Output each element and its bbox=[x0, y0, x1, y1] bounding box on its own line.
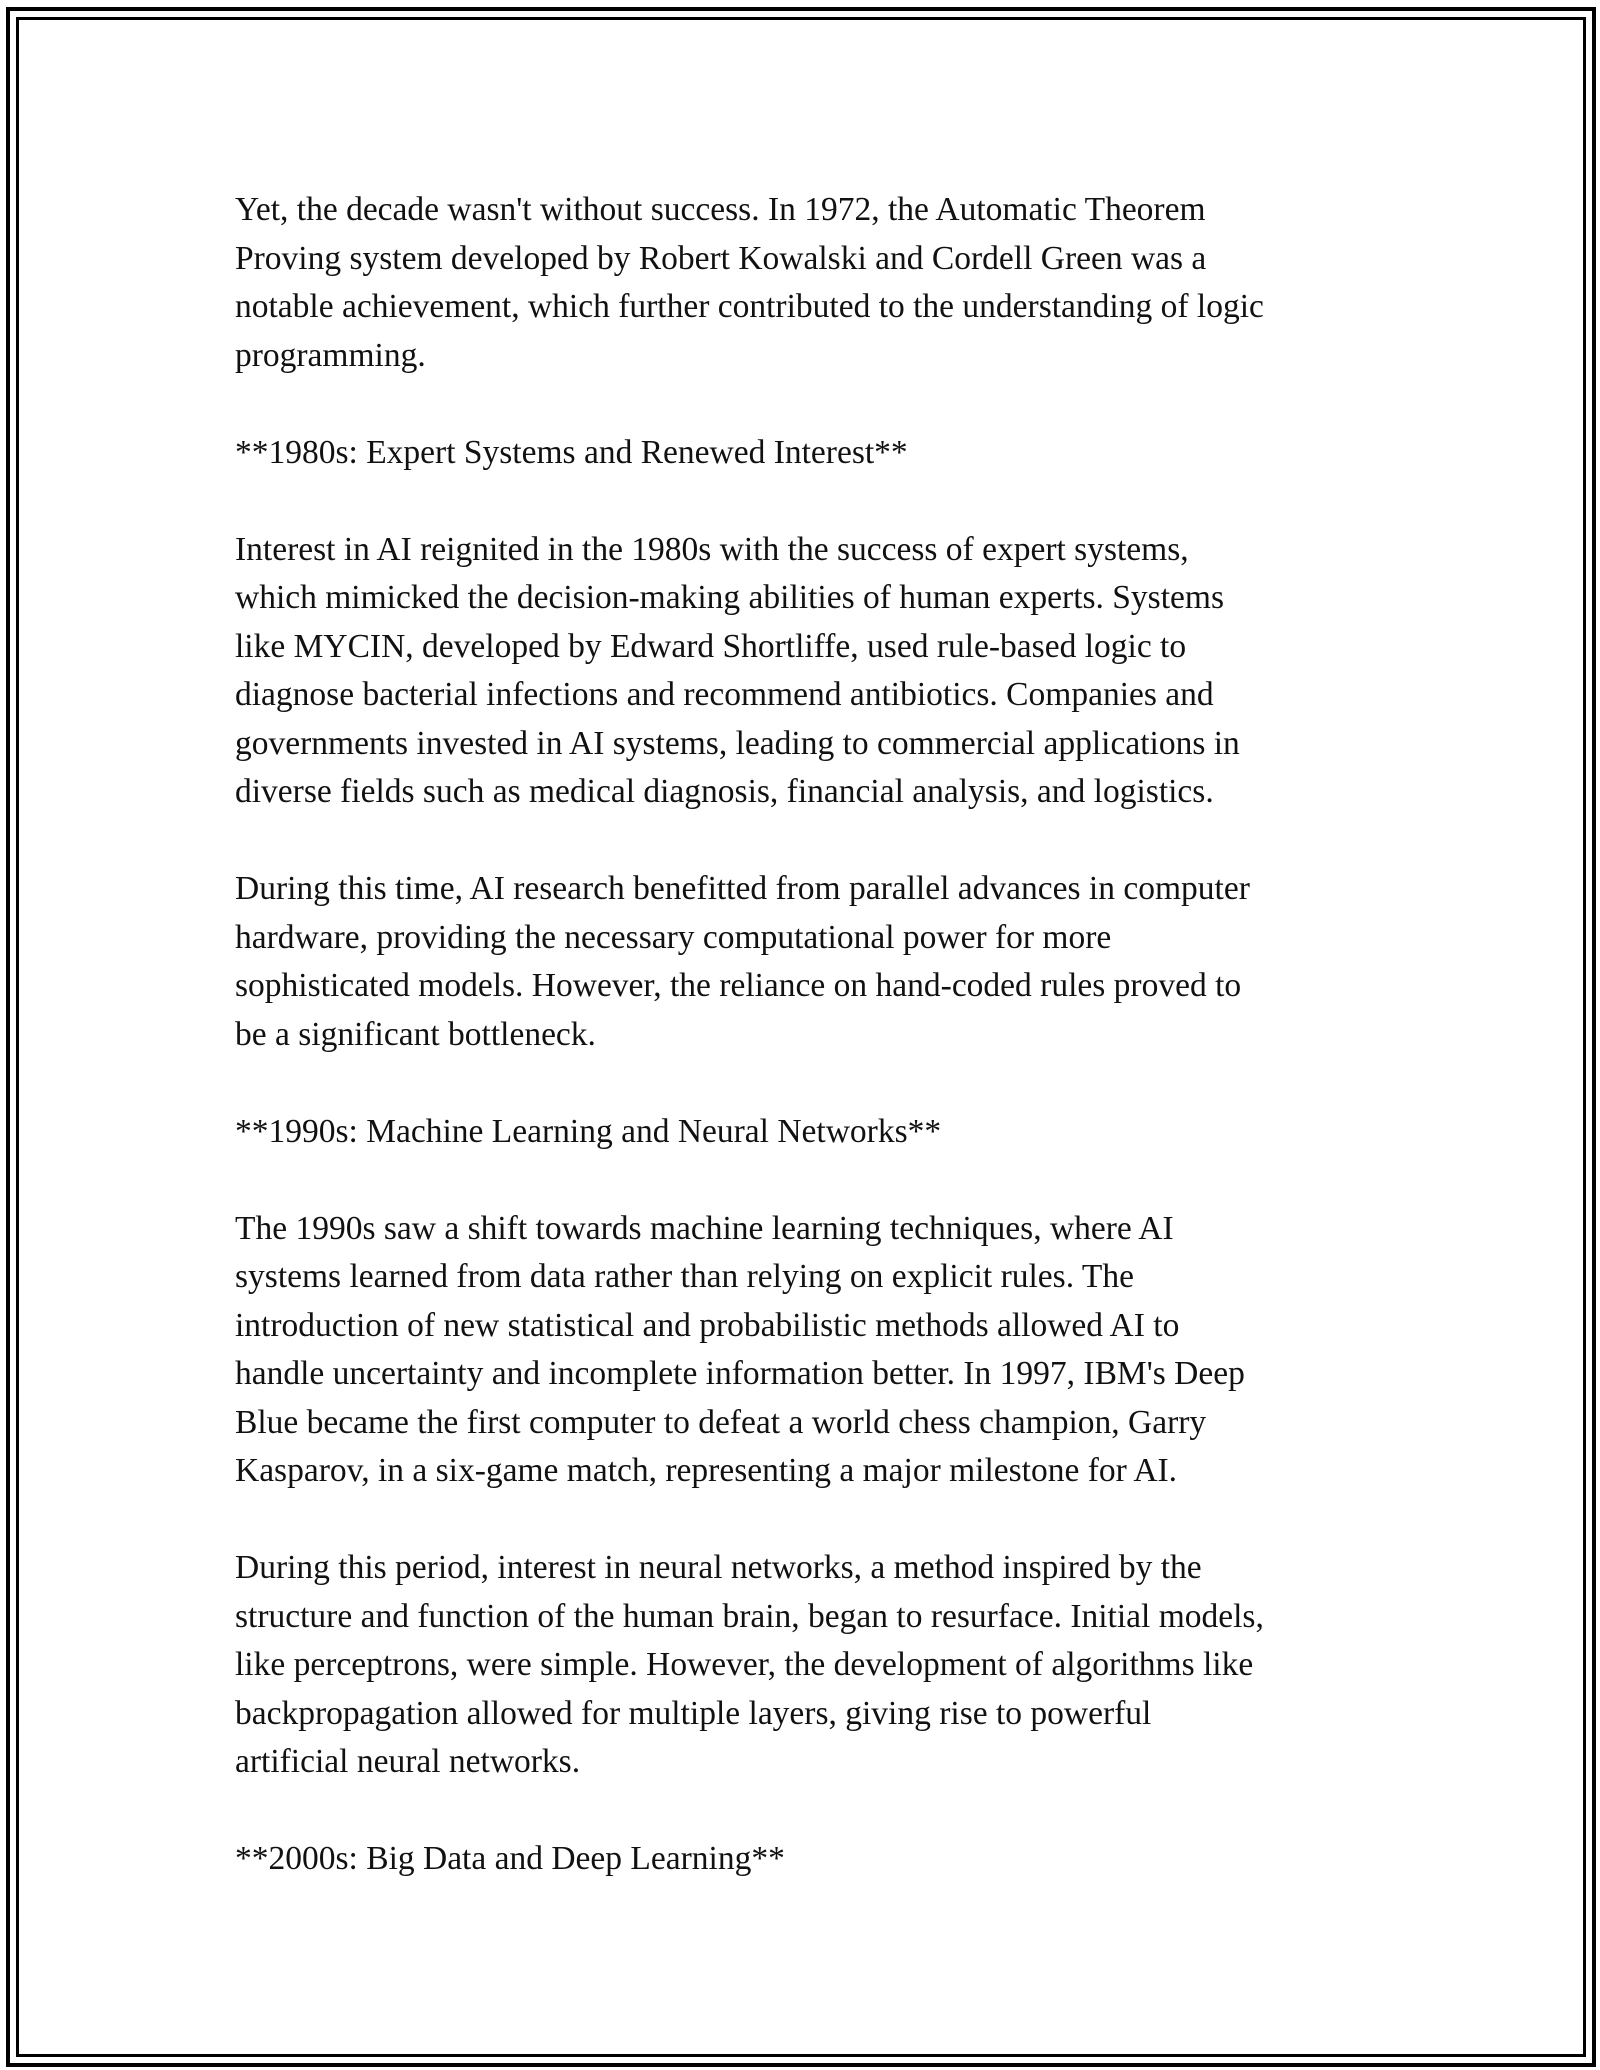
text-line: Proving system developed by Robert Kowalski and Cordell Green was a bbox=[235, 239, 1207, 277]
text-line: introduction of new statistical and probabilistic methods allowed AI to bbox=[235, 1306, 1180, 1344]
text-line: sophisticated models. However, the reliance on hand-coded rules proved to bbox=[235, 967, 1242, 1004]
text-line: structure and function of the human brain, began to resurface. Initial models, bbox=[235, 1597, 1264, 1635]
text-line: like perceptrons, were simple. However, the development of algorithms like bbox=[235, 1646, 1254, 1683]
paragraph bbox=[235, 526, 1385, 817]
text-line: During this period, interest in neural networks, a method inspired by the bbox=[235, 1549, 1202, 1586]
paragraph bbox=[235, 1205, 1385, 1496]
text-line: diagnose bacterial infections and recommend antibiotics. Companies and bbox=[235, 676, 1214, 713]
text-line: systems learned from data rather than relying on explicit rules. The bbox=[235, 1258, 1134, 1295]
text-line: **1980s: Expert Systems and Renewed Interest** bbox=[235, 433, 908, 471]
text-line: artificial neural networks. bbox=[235, 1743, 581, 1780]
text-line: handle uncertainty and incomplete information better. In 1997, IBM's Deep bbox=[235, 1355, 1245, 1392]
text-line: be a significant bottleneck. bbox=[235, 1015, 596, 1053]
text-line: notable achievement, which further contributed to the understanding of logic bbox=[235, 288, 1264, 325]
text-line: backpropagation allowed for multiple layers, giving rise to powerful bbox=[235, 1694, 1152, 1732]
text-line: hardware, providing the necessary computational power for more bbox=[235, 918, 1112, 956]
text-line: like MYCIN, developed by Edward Shortliffe, used rule-based logic to bbox=[235, 627, 1187, 665]
text-line: Kasparov, in a six-game match, representing a major milestone for AI. bbox=[235, 1452, 1178, 1489]
paragraph bbox=[235, 1544, 1385, 1787]
text-line: diverse fields such as medical diagnosis, financial analysis, and logistics. bbox=[235, 773, 1214, 810]
text-line: which mimicked the decision-making abilities of human experts. Systems bbox=[235, 579, 1224, 616]
section-heading bbox=[235, 1108, 1385, 1157]
text-line: The 1990s saw a shift towards machine learning techniques, where AI bbox=[235, 1209, 1174, 1247]
text-line: Yet, the decade wasn't without success. In 1972, the Automatic Theorem bbox=[235, 191, 1206, 228]
text-line: governments invested in AI systems, leading to commercial applications in bbox=[235, 724, 1240, 762]
paragraph bbox=[235, 186, 1385, 380]
section-heading bbox=[235, 1835, 1385, 1884]
document-body bbox=[235, 186, 1385, 1932]
text-line: programming. bbox=[235, 336, 426, 374]
text-line: Blue became the first computer to defeat a world chess champion, Garry bbox=[235, 1403, 1207, 1441]
text-line: **2000s: Big Data and Deep Learning** bbox=[235, 1840, 785, 1877]
text-line: Interest in AI reignited in the 1980s with the success of expert systems, bbox=[235, 530, 1189, 568]
paragraph bbox=[235, 865, 1385, 1059]
text-line: During this time, AI research benefitted from parallel advances in computer bbox=[235, 870, 1250, 907]
text-line: **1990s: Machine Learning and Neural Networks** bbox=[235, 1112, 942, 1150]
section-heading bbox=[235, 429, 1385, 478]
